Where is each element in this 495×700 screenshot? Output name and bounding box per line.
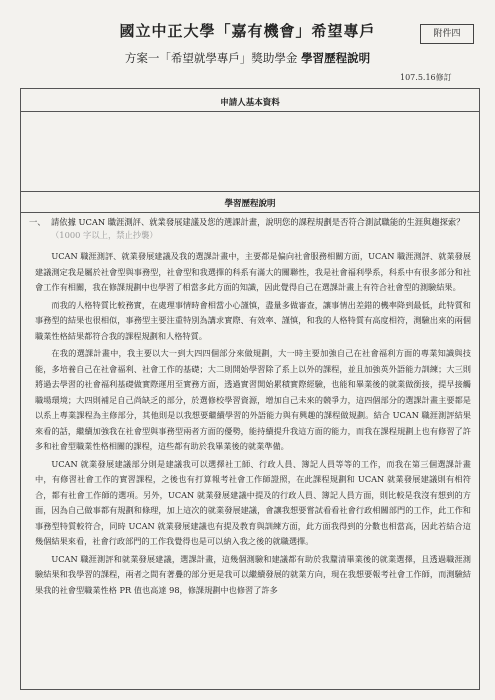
- subtitle-prefix: 方案一「希望就學專戶」獎助學金: [124, 51, 298, 65]
- attachment-label: 附件四: [420, 24, 474, 44]
- answer-paragraph: UCAN 職涯測評、就業發展建議及我的選課計畫中，主要都是偏向社會服務相關方面，UCAN 職涯測評、就業發展建議測定我是屬於社會型與事務型，社會型和我選擇的科系有滿大的關聯性，我是社會福利學系，科系中有很多部分和社會工作有相關，我在修課規劃中也學習了相當多此方面的知識，因此覺得自己在選課計畫上有符合社會型的測驗結果。: [35, 251, 471, 292]
- divider: [21, 191, 479, 192]
- question-number: 一、: [29, 217, 46, 227]
- document-subtitle: [0, 50, 495, 66]
- revision-date: 107.5.16修訂: [400, 73, 452, 82]
- document-title: 國立中正大學「嘉有機會」希望專戶: [119, 22, 376, 40]
- question-row: [29, 216, 471, 244]
- applicant-info-heading: 申請人基本資料: [220, 98, 280, 108]
- form-table: [20, 88, 480, 690]
- question-note: （1000 字以上，禁止抄襲）: [51, 230, 158, 240]
- answer-paragraph: UCAN 就業發展建議部分則是建議我可以選擇社工師、行政人員、簿記人員等等的工作，而我在第三個選課計畫中，有修習社會工作的實習課程，之後也有打算報考社會工作師證照，在此課程規劃和 UCAN 就業發展建議則有相符合，都有社會工作師的選項。另外，UCAN 就業發展建議中提及的行政人員、簿記人員方面，則比較是我沒有想到的方面，因為自己做事都有規劃和條理，加上這次的就業發展建議，會讓我想要嘗試看看社會行政相關部門的工作，此工作和事務型特質較符合，同時 UCAN 就業發展建議也有提及教育與訓練方面，此方面我得到的分數也相當高，因此若結合這幾個結果來看，社會行政部門的工作我覺得也是可以納入我之後的就職選擇。: [35, 458, 471, 546]
- divider: [21, 212, 479, 213]
- answer-paragraph: 在我的選課計畫中，我主要以大一到大四四個部分來做規劃，大一時主要加強自己在社會福利方面的專業知識與技能，多培養自己在社會福利、社會工作的基礎；大二則開始學習除了系上以外的課程，並且加強英外語能力訓練；大三則將過去學習的社會福利基礎做實際運用至實務方面，透過實習開始累積實際經驗，也能和畢業後的就業做銜接，提早接觸職場環境；大四則補足自己尚缺乏的部分，於選修校學習資源，增加自己未來的競爭力，這四個部分的選課計畫主要都是以系上專業課程為主修部分，其他則是以我想要繼續學習的外語能力與有興趣的課程做規劃。結合 UCAN 職涯測評結果來看的話，繼續加強我在社會型與事務型兩者方面的優勢，能持續提升我這方面的能力，而我在課程規劃上也有修習了許多和社會型職業性格相關的課程，這些都有助於我畢業後的就業準備。: [35, 348, 471, 451]
- answer-paragraph: 而我的人格特質比較務實，在處理事情時會相當小心謹慎，盡量多做審查，讓事情出差錯的機率降到最低，此特質和事務型的結果也很相似，事務型主要注重特別為講求實際、有效率、謹慎，和我的人格特質有高度相符，測驗出來的兩個職業性格結果都符合我的課程規劃和人格特質。: [35, 299, 471, 341]
- learning-history-heading: 學習歷程說明: [224, 199, 276, 209]
- divider: [21, 111, 479, 112]
- answer-body: [35, 249, 471, 598]
- question-text-block: [51, 216, 471, 242]
- subtitle-bold: 學習歷程說明: [301, 51, 371, 65]
- answer-paragraph: UCAN 職涯測評和就業發展建議，選課計畫，這幾個測驗和建議都有助於我釐清畢業後的就業選擇，且透過職涯測驗結果和我學習的課程，兩者之間有著疊的部分更是我可以繼續發展的就業方向，現在我想要報考社會工作師，而測驗結果我的社會型職業性格 PR 值也高達 98，修課規劃中也修習了許多: [35, 553, 471, 595]
- question-text: 請依據 UCAN 職涯測評、就業發展建議及您的選課計畫，說明您的課程規劃是否符合測試職能的生涯與趨探索？: [51, 217, 465, 227]
